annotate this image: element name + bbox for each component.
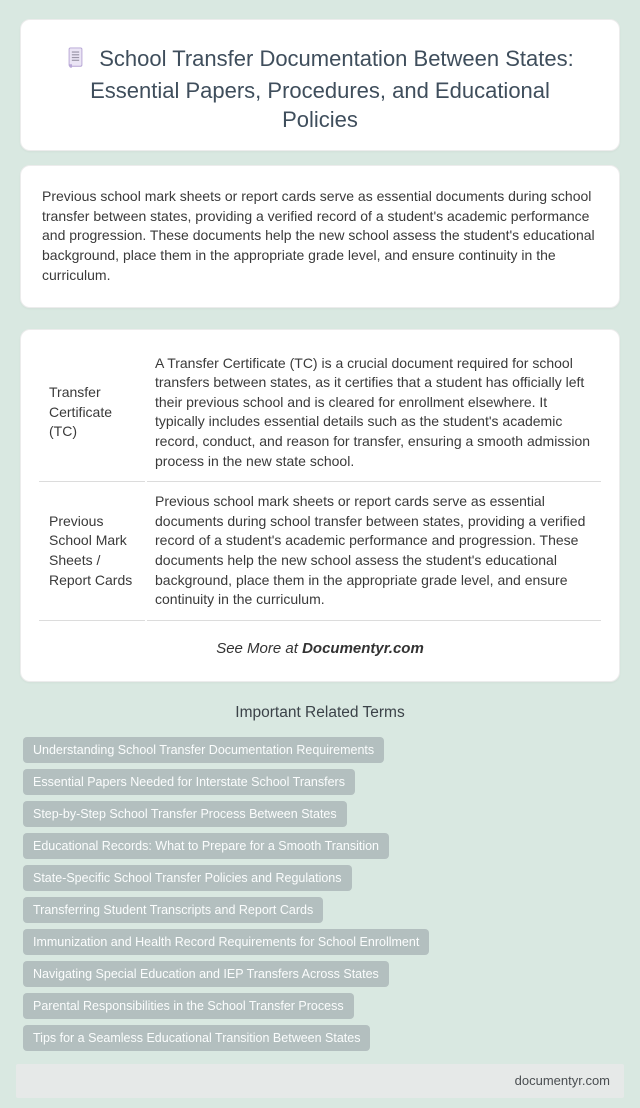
related-term-tag[interactable]: Parental Responsibilities in the School Transfer Process xyxy=(23,993,354,1019)
see-more-line xyxy=(37,640,603,657)
description-cell: A Transfer Certificate (TC) is a crucial document required for school transfers between states, as it certifies that a student has officially left their previous school and is cleared for enrollment elsewhere. It typically includes essential details such as the student's academic record, conduct, and reason for transfer, ensuring a smooth admission process in the new state school. xyxy=(147,346,601,483)
related-term-tag[interactable]: Step-by-Step School Transfer Process Between States xyxy=(23,801,347,827)
related-term-tag[interactable]: State-Specific School Transfer Policies and Regulations xyxy=(23,865,352,891)
footer-site-label: documentyr.com xyxy=(514,1072,610,1088)
related-term-tag[interactable]: Understanding School Transfer Documentation Requirements xyxy=(23,737,384,763)
see-more-site: Documentyr.com xyxy=(302,639,424,657)
related-term-tag[interactable]: Navigating Special Education and IEP Transfers Across States xyxy=(23,961,389,987)
term-cell: Transfer Certificate (TC) xyxy=(39,346,145,483)
related-term-tag[interactable]: Educational Records: What to Prepare for a Smooth Transition xyxy=(23,833,389,859)
related-term-tag[interactable]: Immunization and Health Record Requirements for School Enrollment xyxy=(23,929,429,955)
description-cell: Previous school mark sheets or report cards serve as essential documents during school transfer between states, providing a verified record of a student's academic performance and progression. These documents help the new school assess the student's educational background, place them in the appropriate grade level, and ensure continuity in the curriculum. xyxy=(147,484,601,621)
table-row xyxy=(39,484,601,621)
related-term-tag[interactable]: Tips for a Seamless Educational Transition Between States xyxy=(23,1025,370,1051)
terms-table xyxy=(37,344,603,623)
related-terms-list xyxy=(0,737,640,1051)
title-card xyxy=(20,19,620,151)
related-terms-heading: Important Related Terms xyxy=(235,703,405,721)
intro-paragraph: Previous school mark sheets or report cards serve as essential documents during school transfer between states, providing a verified record of a student's academic performance and progression. These documents help the new school assess the student's educational background, place them in the appropriate grade level, and ensure continuity in the curriculum. xyxy=(42,188,595,283)
see-more-prefix: See More at xyxy=(216,639,303,657)
page-title xyxy=(55,44,585,134)
term-cell: Previous School Mark Sheets / Report Cards xyxy=(39,484,145,621)
related-term-tag[interactable]: Essential Papers Needed for Interstate School Transfers xyxy=(23,769,355,795)
intro-card xyxy=(20,165,620,308)
page-title-text: School Transfer Documentation Between States: Essential Papers, Procedures, and Educational Policies xyxy=(90,46,574,132)
terms-table-card xyxy=(20,329,620,682)
related-term-tag[interactable]: Transferring Student Transcripts and Report Cards xyxy=(23,897,323,923)
page xyxy=(0,19,640,1108)
footer xyxy=(16,1064,624,1098)
table-row xyxy=(39,346,601,483)
receipt-icon xyxy=(66,47,85,76)
